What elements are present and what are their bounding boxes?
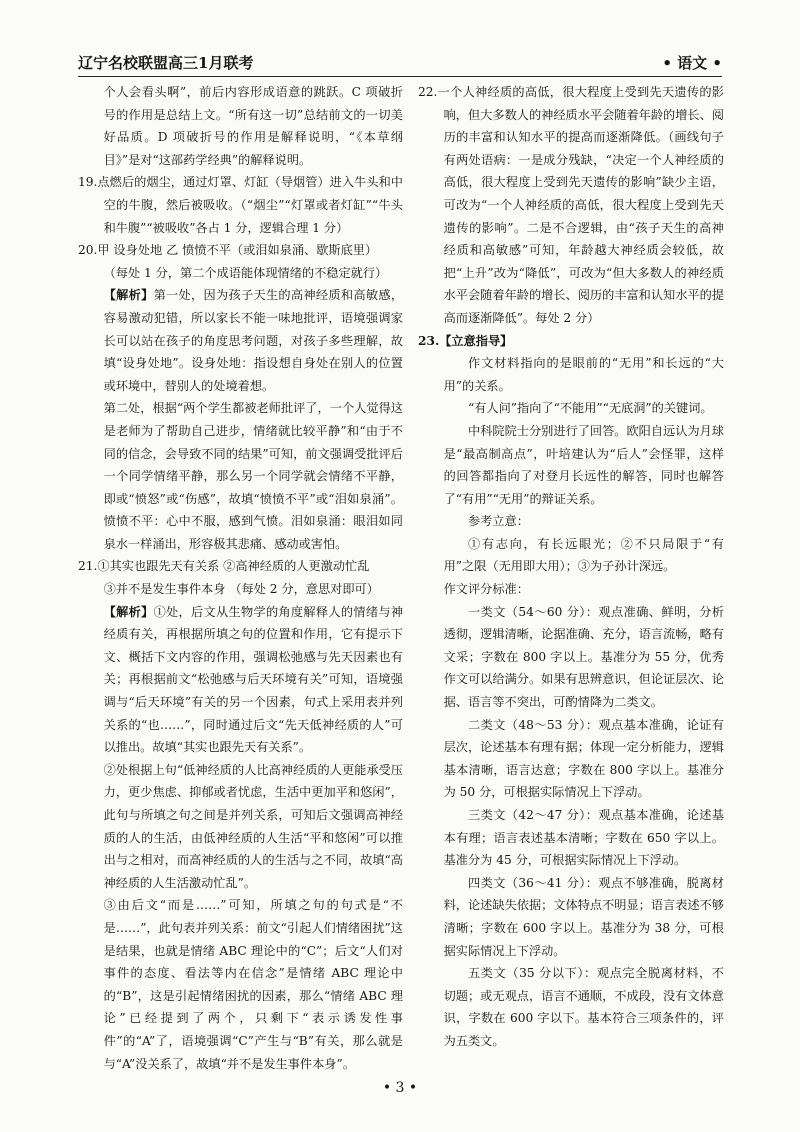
paragraph-text: 三类文（42～47 分）：观点基本准确，论述基本有理；语言表述基本清晰；字数在 650 字以上。基准分为 45 分，可根据实际情况上下浮动。: [443, 808, 724, 868]
paragraph-text: 作文评分标准：: [443, 582, 529, 597]
answer-paragraph: [418, 962, 724, 1052]
paragraph-text: 21.①其实也跟先天有关系 ②高神经质的人更激动忙乱: [78, 559, 370, 574]
answer-paragraph: [418, 714, 724, 804]
paragraph-text: 中科院院士分别进行了回答。欧阳自远认为月球是“最高制高点”，叶培建认为“后人”会怪罪，这样的回答都指向了对登月长远性的解答，同时也解答了“有用”“无用”的辩证关系。: [443, 423, 724, 506]
paragraph-text: 作文材料指向的是眼前的“无用”和长远的“大用”的关系。: [443, 356, 724, 393]
answer-paragraph: [78, 759, 403, 895]
paragraph-text: 20.甲 设身处地 乙 愤愤不平（或泪如泉涌、歇斯底里）: [78, 243, 378, 258]
answer-paragraph: [78, 284, 403, 397]
paragraph-text: ②处根据上句“低神经质的人比高神经质的人更能承受压力，更少焦虑、抑郁或者忧虑，生活中更加平和悠闲”，此句与所填之句之间是并列关系，可知后文强调高神经质的人的生活，由低神经质的人生活“平和悠闲”可以推出与之相对，而高神经质的人的生活与之不同，故填“高神经质的人生活激动忙乱”。: [103, 762, 403, 890]
answer-paragraph: [78, 81, 403, 171]
paragraph-text: 一类文（54～60 分）：观点准确、鲜明，分析透彻，逻辑清晰，论据准确、充分，语言流畅，略有文采；字数在 800 字以上。基准分为 55 分，优秀作文可以给满分。如果有思辨意识，但论证层次、论据、语言等不突出，可酌情降为二类文。: [443, 604, 724, 710]
answer-paragraph: [78, 171, 403, 239]
paragraph-text: 四类文（36～41 分）：观点不够准确，脱离材料，论述缺失依据；文体特点不明显；语言表述不够清晰；字数在 600 字以上。基准分为 38 分，可根据实际情况上下浮动。: [443, 875, 724, 958]
subject-label: • 语文 •: [662, 54, 722, 72]
page-header: [78, 50, 722, 77]
answer-paragraph: [418, 510, 724, 533]
page-number: • 3 •: [382, 1080, 418, 1096]
paragraph-text: 个人会看头啊”，前后内容形成语意的跳跃。C 项破折号的作用是总结上文。“所有这一切”总结前文的一切美好品质。D 项破折号的作用是解释说明，“《本草纲目》”是对“这部药学经典”的解释说明。: [103, 85, 403, 167]
paragraph-text: 第一处，因为孩子天生的高神经质和高敏感，容易激动犯错，所以家长不能一味地批评，语境强调家长可以站在孩子的角度思考问题，对孩子多些理解，故填“设身处地”。设身处地：指设想自身处在别人的位置或环境中，替别人的处境着想。: [103, 288, 404, 393]
answer-paragraph: [418, 397, 724, 420]
answer-paragraph: [78, 578, 403, 601]
paragraph-text: 二类文（48～53 分）：观点基本准确，论证有层次，论述基本有理有据；体现一定分析能力，逻辑基本清晰，语言达意；字数在 800 字以上。基准分为 50 分，可根据实际情况上下浮动。: [443, 717, 724, 800]
answer-paragraph: [418, 420, 724, 510]
left-column: [78, 81, 403, 1075]
answer-paragraph: [78, 239, 403, 262]
answer-paragraph: [78, 397, 403, 555]
answer-paragraph: [418, 578, 724, 601]
paragraph-text: ③由后文“而是……”可知，所填之句的句式是“不是……”，此句表并列关系：前文“引起人们情绪困扰”这是结果，也就是情绪 ABC 理论中的“C”；后文“人们对事件的态度、看法等内在信念”是情绪 ABC 理论中的“B”，这是引起情绪困扰的因素，那么“情绪 ABC 理论”已经提到了两个，只剩下“表示诱发性事件”的“A”了，语境强调“C”产生与“B”有关，那么就是与“A”没关系了，故填“并不是发生事件本身”。: [103, 898, 403, 1071]
answer-paragraph: [418, 872, 724, 962]
paragraph-text: 19.点燃后的烟尘，通过灯罩、灯缸（导烟管）进入牛头和中空的牛腹，然后被吸收。（“烟尘”“灯罩或者灯缸”“牛头和牛腹”“被吸收”各占 1 分，逻辑合理 1 分）: [78, 175, 403, 235]
right-column: [418, 81, 724, 1053]
answer-paragraph: [78, 894, 403, 1075]
paragraph-text: （每处 1 分，第二个成语能体现情绪的不稳定就行）: [103, 265, 388, 280]
paragraph-text: “有人问”指向了“不能用”“无底洞”的关键词。: [468, 401, 713, 416]
answer-paragraph: [418, 533, 724, 578]
section-tag: 23.【立意指导】: [418, 333, 513, 348]
answer-paragraph: [78, 262, 403, 285]
paragraph-text: 第二处，根据“两个学生都被老师批评了，一个人觉得这是老师为了帮助自己进步，情绪就比较平静”和“由于不同的信念，会导致不同的结果”可知，前文强调受批评后一个同学情绪平静，那么另一个同学就会情绪不平静，即或“愤怒”或“伤感”，故填“愤愤不平”或“泪如泉涌”。愤愤不平：心中不服，感到气愤。泪如泉涌：眼泪如同泉水一样涌出，形容极其悲痛、感动或害怕。: [103, 401, 403, 551]
paragraph-text: ①处，后文从生物学的角度解释人的情绪与神经质有关，再根据所填之句的位置和作用，它有提示下文、概括下文内容的作用，强调松弛感与先天因素也有关；再根据前文“松弛感与后天环境有关”可知，语境强调与“后天环境”有关的另一个因素，句式上采用表并列关系的“也……”，同时通过后文“先天低神经质的人”可以推出。故填“其实也跟先天有关系”。: [103, 604, 404, 755]
exam-title: 辽宁名校联盟高三1月联考: [78, 54, 254, 72]
answer-paragraph: [418, 81, 724, 330]
paragraph-text: ①有志向，有长远眼光；②不只局限于“有用”之限（无用即大用）；③为子孙计深远。: [443, 536, 724, 574]
paragraph-text: 参考立意：: [468, 514, 529, 529]
answer-paragraph: [418, 601, 724, 714]
paragraph-text: ③并不是发生事件本身 （每处 2 分，意思对即可）: [103, 582, 379, 597]
answer-paragraph: [418, 352, 724, 397]
answer-paragraph: [418, 804, 724, 872]
paragraph-text: 五类文（35 分以下）：观点完全脱离材料，不切题；或无观点，语言不通顺，不成段，没有文体意识，字数在 600 字以下。基本符合三项条件的，评为五类文。: [443, 966, 724, 1048]
answer-paragraph: [78, 555, 403, 578]
answer-paragraph: [78, 601, 403, 759]
section-tag: 【解析】: [103, 288, 154, 303]
paragraph-text: 22.一个人神经质的高低，很大程度上受到先天遗传的影响，但大多数人的神经质水平会随着年龄的增长、阅历的丰富和认知水平的提高而逐渐降低。（画线句子有两处语病：一是成分残缺，“决定一个人神经质的高低，很大程度上受到先天遗传的影响”缺少主语，可改为“一个人神经质的高低，很大程度上受到先天遗传的影响”。二是不合逻辑，由“孩子天生的高神经质和高敏感”可知，年龄越大神经质会较低，故把“上升”改为“降低”，可改为“但大多数人的神经质水平会随着年龄的增长、阅历的丰富和认知水平的提高而逐渐降低”。每处 2 分）: [418, 85, 724, 325]
section-tag: 【解析】: [103, 604, 154, 619]
answer-paragraph: [418, 330, 724, 353]
